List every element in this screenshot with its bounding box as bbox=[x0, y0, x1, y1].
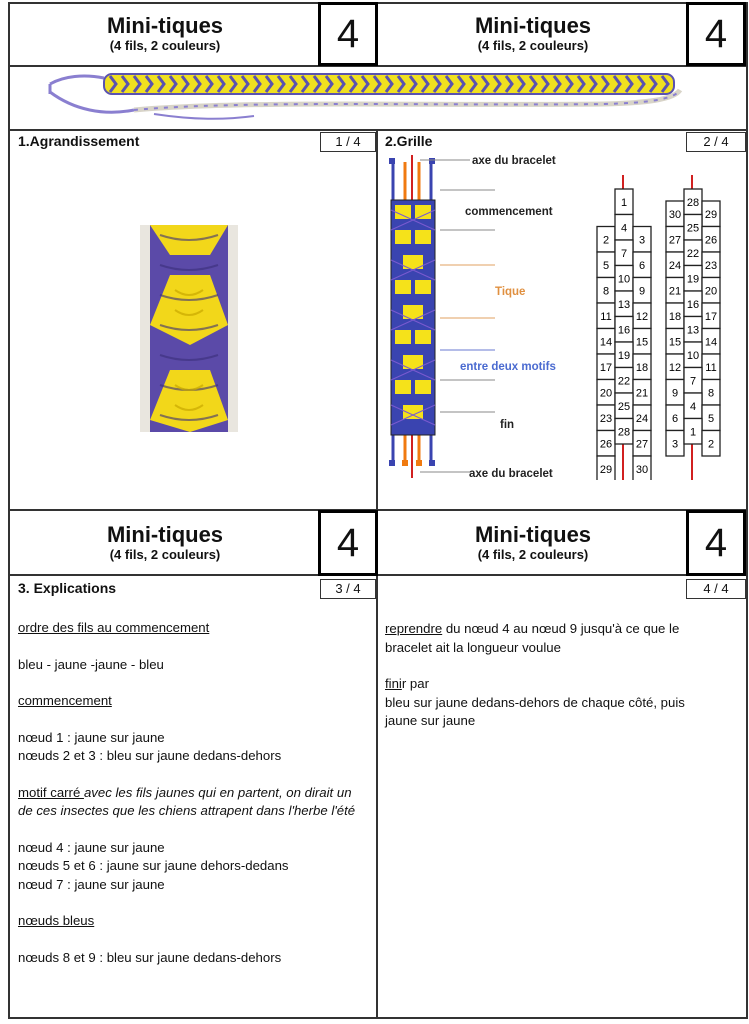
label-tique: Tique bbox=[495, 286, 526, 298]
grid-cell-number: 24 bbox=[635, 413, 649, 425]
grid-cell-number: 1 bbox=[689, 426, 697, 439]
grid-cell-number: 25 bbox=[617, 401, 631, 413]
grid-cell-number: 7 bbox=[620, 248, 628, 260]
grid-cell-number: 9 bbox=[671, 387, 679, 400]
label-commencement: commencement bbox=[465, 206, 553, 218]
motif-paragraph bbox=[18, 784, 368, 821]
grid-cell-number: 20 bbox=[704, 285, 718, 298]
photo-bottom-line bbox=[8, 129, 748, 131]
grid-cell-number: 12 bbox=[635, 311, 649, 323]
order-text: bleu - jaune -jaune - bleu bbox=[18, 656, 164, 672]
label-axe-top: axe du bracelet bbox=[472, 155, 556, 167]
grid-cell-number: 1 bbox=[620, 197, 628, 209]
grid-cell-number: 28 bbox=[617, 426, 631, 439]
grid-cell-number: 23 bbox=[704, 260, 718, 272]
header-bottom-line bbox=[8, 65, 748, 67]
grid-cell-number: 16 bbox=[617, 324, 631, 337]
grid-cell-number: 30 bbox=[635, 464, 649, 476]
grid-cell-number: 14 bbox=[599, 336, 613, 349]
card-title: Mini-tiques bbox=[106, 522, 224, 547]
card-title: Mini-tiques bbox=[474, 13, 592, 38]
bracelet-photo bbox=[44, 70, 686, 126]
grid-cell-number: 9 bbox=[638, 285, 646, 298]
header2-bottom-line bbox=[8, 574, 748, 576]
card-subtitle: (4 fils, 2 couleurs) bbox=[109, 38, 221, 53]
finir-paragraph bbox=[385, 675, 720, 694]
reprendre-text: du nœud 4 au nœud 9 jusqu'à ce que le bracelet ait la longueur voulue bbox=[385, 621, 680, 655]
knots-2-3: nœuds 2 et 3 : bleu sur jaune dedans-dehors bbox=[18, 748, 282, 763]
grid-cell-number: 18 bbox=[635, 362, 649, 374]
commencement-heading: commencement bbox=[18, 693, 112, 708]
section2-page: 2 / 4 bbox=[686, 132, 746, 152]
grid-cell-number: 11 bbox=[705, 362, 717, 374]
header-lower-left bbox=[10, 513, 320, 571]
label-fin: fin bbox=[500, 419, 515, 431]
knot-1: nœud 1 : jaune sur jaune bbox=[18, 729, 165, 745]
section3-text bbox=[18, 619, 368, 967]
grid-cell-number: 4 bbox=[620, 222, 628, 235]
fin-instructions: bleu sur jaune dedans-dehors de chaque côté, puis jaune sur jaune bbox=[385, 694, 685, 728]
grid-cell-number: 6 bbox=[638, 260, 646, 272]
grid-cell-number: 29 bbox=[599, 464, 613, 476]
motif-description: avec les fils jaunes qui en partent, on dirait un de ces insectes que les chiens attrapent dans l'herbe l'été bbox=[18, 784, 356, 818]
grid-cell-number: 17 bbox=[599, 362, 613, 374]
knot-diagram bbox=[385, 150, 595, 485]
section4-text bbox=[385, 620, 720, 731]
grid-cell-number: 24 bbox=[668, 260, 682, 272]
grid-cell-number: 3 bbox=[671, 438, 679, 451]
section1-page: 1 / 4 bbox=[320, 132, 376, 152]
grid-cell-number: 23 bbox=[599, 413, 613, 425]
card-number-box: 4 bbox=[318, 2, 378, 66]
motif-heading: motif carré bbox=[18, 784, 84, 800]
section4-page: 4 / 4 bbox=[686, 579, 746, 599]
grid-cell-number: 3 bbox=[638, 234, 646, 247]
section3-page: 3 / 4 bbox=[320, 579, 376, 599]
header-top-left bbox=[10, 6, 320, 64]
numbered-grid-right bbox=[665, 175, 721, 480]
blue-knots-heading: nœuds bleus bbox=[18, 913, 95, 928]
grid-cell-number: 28 bbox=[686, 197, 700, 209]
grid-cell-number: 13 bbox=[686, 324, 700, 337]
card-subtitle: (4 fils, 2 couleurs) bbox=[477, 38, 589, 53]
card-title: Mini-tiques bbox=[106, 13, 224, 38]
bracelet-closeup bbox=[140, 225, 238, 432]
grid-cell-number: 4 bbox=[689, 401, 697, 413]
knot-4: nœud 4 : jaune sur jaune bbox=[18, 839, 165, 855]
grid-cell-number: 21 bbox=[635, 387, 649, 400]
header-top-right bbox=[380, 6, 686, 64]
card-number-box: 4 bbox=[318, 510, 378, 576]
finir-keyword: fini bbox=[385, 676, 402, 691]
grid-cell-number: 30 bbox=[668, 209, 682, 221]
card-subtitle: (4 fils, 2 couleurs) bbox=[477, 547, 589, 562]
grid-cell-number: 20 bbox=[599, 387, 613, 400]
grid-cell-number: 2 bbox=[602, 234, 610, 247]
grid-cell-number: 14 bbox=[704, 336, 718, 349]
grid-cell-number: 21 bbox=[668, 285, 682, 298]
grid-cell-number: 27 bbox=[635, 438, 649, 451]
grid-cell-number: 26 bbox=[599, 438, 613, 451]
knot-7: nœud 7 : jaune sur jaune bbox=[18, 876, 165, 892]
grid-cell-number: 19 bbox=[686, 273, 700, 286]
grid-cell-number: 8 bbox=[602, 285, 610, 298]
card-number-box: 4 bbox=[686, 510, 746, 576]
grid-cell-number: 22 bbox=[686, 248, 700, 260]
grid-cell-number: 16 bbox=[686, 299, 700, 311]
vertical-divider-mid bbox=[376, 129, 378, 510]
grid-cell-number: 15 bbox=[635, 336, 649, 349]
knots-5-6: nœuds 5 et 6 : jaune sur jaune dehors-dedans bbox=[18, 858, 289, 873]
middle-line bbox=[8, 509, 748, 511]
grid-cell-number: 18 bbox=[668, 311, 682, 323]
section1-title: 1.Agrandissement bbox=[18, 133, 140, 149]
grid-cell-number: 17 bbox=[704, 311, 718, 323]
grid-cell-number: 13 bbox=[617, 299, 631, 311]
label-entre: entre deux motifs bbox=[460, 361, 556, 373]
finir-text: r par bbox=[401, 676, 429, 691]
grid-cell-number: 6 bbox=[671, 413, 679, 425]
label-axe-bottom: axe du bracelet bbox=[469, 468, 553, 480]
section2-title: 2.Grille bbox=[385, 133, 433, 149]
grid-cell-number: 15 bbox=[668, 336, 682, 349]
card-subtitle: (4 fils, 2 couleurs) bbox=[109, 547, 221, 562]
grid-cell-number: 10 bbox=[686, 350, 700, 362]
section3-title: 3. Explications bbox=[18, 580, 117, 596]
grid-cell-number: 26 bbox=[704, 234, 718, 247]
header-lower-right bbox=[380, 513, 686, 571]
grid-cell-number: 22 bbox=[617, 375, 631, 388]
grid-cell-number: 5 bbox=[602, 260, 610, 272]
reprendre-paragraph bbox=[385, 620, 720, 657]
knots-8-9: nœuds 8 et 9 : bleu sur jaune dedans-dehors bbox=[18, 949, 282, 965]
grid-cell-number: 29 bbox=[704, 209, 718, 221]
vertical-divider-lower bbox=[376, 509, 378, 1019]
numbered-grid-left bbox=[596, 175, 652, 480]
grid-cell-number: 8 bbox=[707, 387, 715, 400]
card-number-box: 4 bbox=[686, 2, 746, 66]
grid-cell-number: 11 bbox=[600, 311, 612, 323]
card-title: Mini-tiques bbox=[474, 522, 592, 547]
grid-cell-number: 10 bbox=[617, 273, 631, 286]
grid-cell-number: 19 bbox=[617, 350, 631, 362]
grid-cell-number: 7 bbox=[689, 375, 697, 388]
grid-cell-number: 2 bbox=[707, 438, 715, 451]
grid-cell-number: 25 bbox=[686, 222, 700, 235]
grid-cell-number: 5 bbox=[707, 413, 715, 425]
grid-cell-number: 27 bbox=[668, 234, 682, 247]
reprendre-keyword: reprendre bbox=[385, 621, 443, 636]
order-heading: ordre des fils au commencement bbox=[18, 620, 210, 635]
grid-cell-number: 12 bbox=[668, 362, 682, 374]
